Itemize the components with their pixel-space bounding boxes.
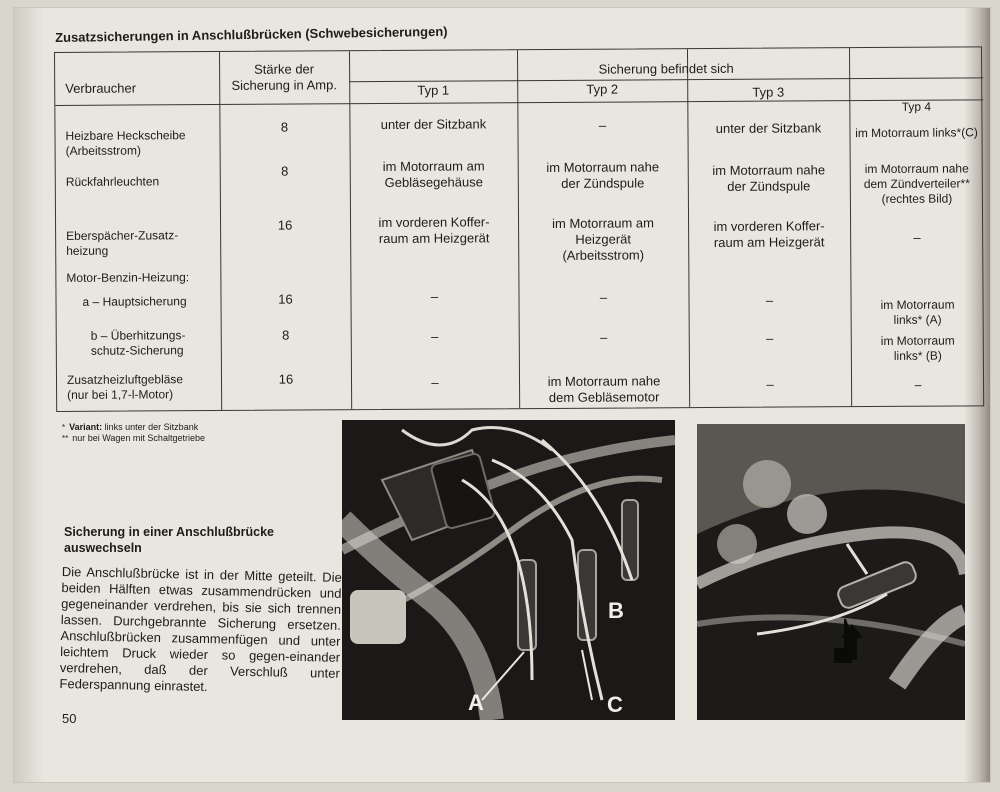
row2-consumer-line2: heizung [66, 243, 109, 258]
header-typ3: Typ 3 [752, 84, 785, 100]
footnote-1-label: Variant: [69, 422, 103, 432]
row4-typ3: – [765, 292, 774, 308]
footnote-2-star: ** [62, 434, 69, 443]
row6-typ2-line2: dem Gebläsemotor [548, 389, 660, 405]
row5-amp: 8 [282, 327, 290, 343]
row0-consumer-line2: (Arbeitsstrom) [65, 143, 141, 158]
header-location: Sicherung befindet sich [598, 60, 734, 77]
row2-typ4: – [913, 229, 921, 245]
row4-consumer: a – Hauptsicherung [82, 294, 187, 309]
row5-typ4-line1: im Motorraum [880, 333, 955, 348]
row1-typ2 [518, 159, 688, 192]
row2-typ1-line2: raum am Heizgerät [378, 230, 490, 247]
row0-typ2: – [598, 117, 607, 133]
header-strength-2: Sicherung in Amp. [231, 77, 338, 93]
fuse-table [54, 46, 984, 412]
row6-typ1: – [431, 374, 439, 390]
row5-typ3: – [766, 330, 774, 346]
row4-typ2: – [599, 289, 608, 305]
row5-typ4-line2: links* (B) [893, 348, 942, 363]
footnote-1-text: links unter der Sitzbank [104, 422, 199, 432]
photo-fuse-bridges-drawing [342, 420, 675, 720]
row0-typ1: unter der Sitzbank [380, 116, 487, 133]
row4-typ4 [851, 297, 985, 328]
row1-typ1-line2: Gebläsegehäuse [384, 174, 484, 190]
row1-amp: 8 [281, 163, 289, 179]
row6-consumer-line2: (nur bei 1,7-l-Motor) [67, 387, 174, 402]
row2-typ2-line3: (Arbeitsstrom) [562, 247, 645, 263]
label-c: C [607, 692, 623, 717]
row2-typ3-line2: raum am Heizgerät [713, 234, 825, 250]
row6-typ2-line1: im Motorraum nahe [547, 373, 661, 389]
row6-typ2 [519, 373, 689, 406]
section-title-line1: Sicherung in einer Anschlußbrücke [64, 525, 274, 539]
footnote-1-star: * [62, 423, 66, 432]
footnote-1 [62, 422, 205, 433]
row0-typ4: im Motorraum links*(C) [855, 125, 978, 141]
header-typ4: Typ 4 [901, 99, 932, 114]
row1-typ3 [688, 162, 850, 195]
row6-consumer-line1: Zusatzheizluftgebläse [66, 372, 184, 387]
row1-typ2-line1: im Motorraum nahe [546, 159, 660, 175]
row0-amp: 8 [280, 119, 289, 135]
header-typ2: Typ 2 [586, 81, 619, 97]
row2-amp: 16 [277, 217, 293, 233]
footnote-2 [62, 433, 205, 444]
footnotes [62, 422, 205, 444]
row6-typ4: – [914, 377, 922, 392]
table-title: Zusatzsicherungen in Anschlußbrücken (Schwebesicherungen) [55, 23, 448, 45]
row1-typ4 [850, 161, 984, 207]
row4-typ1: – [430, 288, 439, 304]
row1-typ3-line2: der Zündspule [727, 178, 811, 194]
row6-typ3: – [766, 376, 774, 392]
row1-typ4-line1: im Motorraum nahe [864, 161, 969, 177]
row0-typ3: unter der Sitzbank [715, 120, 822, 136]
label-a: A [468, 690, 484, 715]
row5-typ1: – [431, 328, 439, 344]
row2-typ3 [688, 218, 850, 251]
row4-typ4-line1: im Motorraum [880, 297, 955, 312]
header-consumer: Verbraucher [65, 80, 137, 96]
row2-typ1 [350, 214, 518, 247]
row5-typ4 [851, 333, 985, 364]
row2-consumer-line1: Eberspächer-Zusatz- [66, 228, 179, 243]
row5-typ2: – [600, 329, 608, 345]
row1-typ4-line3: (rechtes Bild) [881, 191, 953, 206]
row0-consumer [65, 128, 185, 159]
label-b: B [608, 598, 624, 623]
row5-consumer-line1: b – Überhitzungs- [90, 328, 186, 343]
row1-typ2-line2: der Zündspule [561, 175, 645, 191]
row1-typ1 [350, 158, 518, 191]
row1-consumer: Rückfahrleuchten [65, 174, 160, 189]
row2-typ2-line1: im Motorraum am [552, 215, 655, 231]
row2-typ2 [518, 215, 688, 264]
section-title [64, 524, 274, 556]
row5-consumer-line2: schutz-Sicherung [90, 343, 184, 358]
row4-typ4-line2: links* (A) [893, 312, 942, 327]
row5-consumer [91, 328, 186, 359]
row6-amp: 16 [278, 371, 294, 387]
photo-fuse-bridges [342, 420, 675, 720]
section-title-line2: auswechseln [64, 541, 142, 555]
header-typ1: Typ 1 [417, 82, 450, 98]
page-shadow [14, 8, 44, 782]
header-bottom-line [55, 99, 983, 106]
row1-typ1-line1: im Motorraum am [382, 158, 485, 174]
row6-consumer [67, 372, 183, 403]
row1-typ4-line2: dem Zündverteiler** [863, 176, 970, 192]
page-number: 50 [62, 711, 77, 726]
header-strength-1: Stärke der [254, 61, 315, 77]
row2-typ3-line1: im vorderen Koffer- [713, 218, 825, 234]
row4-amp: 16 [278, 291, 293, 307]
footnote-2-text: nur bei Wagen mit Schaltgetriebe [72, 433, 205, 443]
row0-consumer-line1: Heizbare Heckscheibe [65, 128, 186, 143]
row2-typ1-line1: im vorderen Koffer- [378, 214, 490, 231]
section-body: Die Anschlußbrücke ist in der Mitte geteilt. Die beiden Hälften etwas zusammendrücken und gegeneinander verdrehen, bis sie sich trennen lassen. Durchgebrannte Sicherung ersetzen. Anschlußbrücken zusammenfügen und unter leichtem Druck wieder so gegen-einander verdrehen, daß der Verschluß unter Federspannung einrastet. [59, 564, 342, 695]
row2-typ2-line2: Heizgerät [575, 231, 632, 247]
row3-consumer: Motor-Benzin-Heizung: [66, 270, 190, 285]
row2-consumer [66, 228, 178, 259]
row1-typ3-line1: im Motorraum nahe [712, 162, 826, 178]
photo-engine-compartment [697, 424, 965, 720]
photo-engine-compartment-drawing [697, 424, 965, 720]
